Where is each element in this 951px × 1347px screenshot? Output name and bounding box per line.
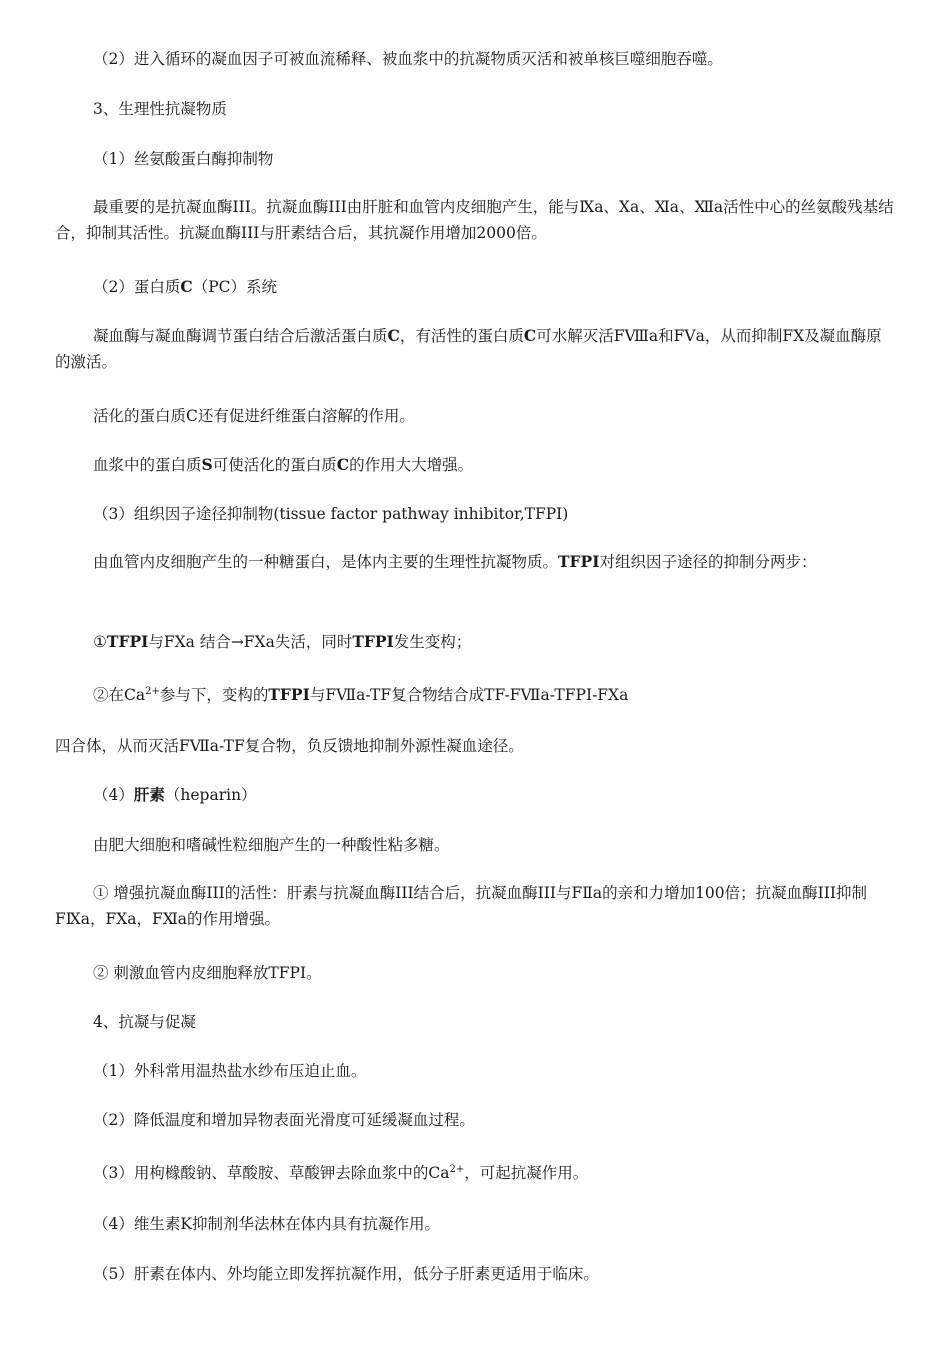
text: ，有活性的蛋白质 — [399, 327, 524, 345]
text: 血浆中的蛋白质 — [93, 456, 202, 474]
paragraph-fibrinolysis — [55, 403, 895, 429]
text: 3、生理性抗凝物质 — [93, 100, 227, 118]
list-item-2 — [55, 1107, 895, 1133]
section-heading-anticoagulation-procoagulation — [55, 1009, 895, 1035]
text: 4、抗凝与促凝 — [93, 1013, 196, 1031]
bold-text: 肝素 — [133, 785, 165, 804]
list-item-5 — [55, 1261, 895, 1287]
text: （4） — [93, 786, 134, 804]
bold-text: C — [336, 455, 350, 474]
text: 凝血酶与凝血酶调节蛋白结合后激活蛋白质 — [93, 327, 388, 345]
text: （3）组织因子途径抑制物(tissue factor pathway inhibitor,TFPI) — [93, 505, 569, 523]
paragraph-heparin-effect-1 — [55, 880, 895, 932]
text: 可水解灭活FⅧa和FⅤa，从而抑制FⅩ及凝血酶原的激活。 — [55, 327, 882, 371]
text: 与FⅦa-TF复合物结合成TF-FⅦa-TFPI-FⅩa — [309, 686, 629, 704]
paragraph-protein-s — [55, 452, 895, 478]
superscript: 2+ — [449, 1164, 465, 1175]
paragraph-antithrombin — [55, 194, 895, 246]
paragraph-protein-c-activation — [55, 323, 895, 375]
text: （2）蛋白质 — [93, 278, 181, 296]
text: （2）进入循环的凝血因子可被血流稀释、被血浆中的抗凝物质灭活和被单核巨噬细胞吞噬。 — [93, 50, 723, 68]
list-item-4 — [55, 1211, 895, 1237]
text: （1）丝氨酸蛋白酶抑制物 — [93, 150, 274, 168]
bold-text: TFPI — [352, 632, 394, 651]
text: （4）维生素K抑制剂华法林在体内具有抗凝作用。 — [93, 1215, 440, 1233]
list-item-3 — [55, 1160, 895, 1186]
text: 四合体，从而灭活FⅦa-TF复合物，负反馈地抑制外源性凝血途径。 — [55, 737, 524, 755]
bold-text: C — [180, 277, 193, 296]
paragraph-tfpi-description — [55, 549, 895, 575]
section-heading-physiological-anticoagulants — [55, 96, 895, 122]
text: ②在Ca — [93, 686, 146, 704]
text: ② 刺激血管内皮细胞释放TFPI。 — [93, 964, 322, 982]
text: 由肥大细胞和嗜碱性粒细胞产生的一种酸性粘多糖。 — [93, 836, 450, 854]
text: 发生变构； — [393, 633, 472, 651]
paragraph-dilution — [55, 46, 895, 72]
text: 对组织因子途径的抑制分两步： — [599, 553, 817, 571]
text: 参与下，变构的 — [159, 686, 269, 704]
list-item-1 — [55, 1058, 895, 1084]
paragraph-heparin-effect-2 — [55, 960, 895, 986]
subheading-protein-c-system — [55, 274, 895, 300]
text: 最重要的是抗凝血酶III。抗凝血酶III由肝脏和血管内皮细胞产生，能与Ⅸa、Ⅹa、Ⅺa、Ⅻa活性中心的丝氨酸残基结合，抑制其活性。抗凝血酶III与肝素结合后，其抗凝作用增加2000倍。 — [55, 198, 894, 242]
text: （2）降低温度和增加异物表面光滑度可延缓凝血过程。 — [93, 1111, 475, 1129]
text: ① 增强抗凝血酶III的活性：肝素与抗凝血酶III结合后，抗凝血酶III与FⅡa的亲和力增加100倍；抗凝血酶III抑制FⅨa，FⅩa，FⅪa的作用增强。 — [55, 884, 868, 928]
text: 由血管内皮细胞产生的一种糖蛋白，是体内主要的生理性抗凝物质。 — [93, 553, 559, 571]
text: （3）用枸橼酸钠、草酸胺、草酸钾去除血浆中的Ca — [93, 1164, 450, 1182]
text: 的作用大大增强。 — [349, 456, 474, 474]
paragraph-tfpi-step-2 — [55, 682, 895, 708]
text: （5）肝素在体内、外均能立即发挥抗凝作用，低分子肝素更适用于临床。 — [93, 1265, 599, 1283]
text: （heparin） — [164, 786, 257, 804]
text: ，可起抗凝作用。 — [464, 1164, 589, 1182]
paragraph-tfpi-step-2-continued — [55, 733, 895, 759]
subheading-tfpi — [55, 501, 895, 527]
text: 可使活化的蛋白质 — [212, 456, 337, 474]
superscript: 2+ — [145, 686, 160, 697]
text: 与FⅩa 结合→FⅩa失活，同时 — [148, 633, 353, 651]
paragraph-tfpi-step-1 — [55, 629, 895, 655]
text: ① — [93, 633, 107, 651]
subheading-heparin — [55, 782, 895, 808]
bold-text: TFPI — [268, 685, 310, 704]
text: （PC）系统 — [192, 278, 278, 296]
bold-text: C — [387, 326, 400, 345]
bold-text: TFPI — [558, 552, 600, 571]
bold-text: C — [523, 326, 537, 345]
paragraph-heparin-source — [55, 832, 895, 858]
text: 活化的蛋白质C还有促进纤维蛋白溶解的作用。 — [93, 407, 415, 425]
bold-text: TFPI — [106, 632, 149, 651]
subheading-serine-protease-inhibitor — [55, 146, 895, 172]
bold-text: S — [201, 455, 213, 474]
text: （1）外科常用温热盐水纱布压迫止血。 — [93, 1062, 367, 1080]
